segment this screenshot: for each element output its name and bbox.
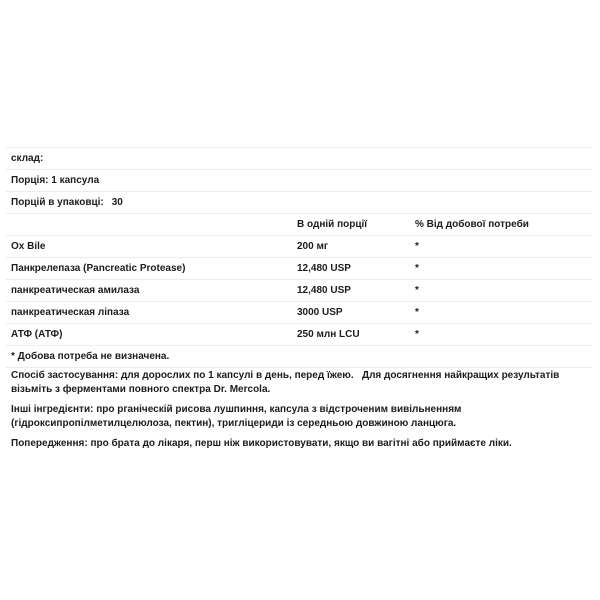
ingredient-daily-value: * bbox=[415, 329, 419, 340]
ingredient-name: Панкрелепаза (Pancreatic Protease) bbox=[11, 263, 186, 274]
table-row bbox=[6, 324, 592, 346]
ingredient-daily-value: * bbox=[415, 241, 419, 252]
ingredient-name: АТФ (АТФ) bbox=[11, 329, 63, 340]
serving-size: Порція: 1 капсула bbox=[11, 175, 100, 186]
ingredient-amount: 12,480 USP bbox=[297, 285, 351, 296]
ingredient-name: панкреатическая амилаза bbox=[11, 285, 140, 296]
composition-label: склад: bbox=[11, 153, 44, 164]
ingredient-amount: 200 мг bbox=[297, 241, 329, 252]
table-row bbox=[6, 236, 592, 258]
header-amount: В одній порції bbox=[297, 219, 368, 230]
supplement-facts-table bbox=[6, 147, 592, 368]
servings-per-container-value: 30 bbox=[111, 197, 123, 208]
ingredient-name: панкреатическая ліпаза bbox=[11, 307, 130, 318]
ingredient-name: Ox Bile bbox=[11, 241, 46, 252]
warning-text: Попередження: про брата до лікаря, перш ніж використовувати, якщо ви вагітні або приймаєте ліки. bbox=[11, 438, 512, 449]
ingredient-amount: 250 млн LCU bbox=[297, 329, 360, 340]
servings-per-container-row bbox=[6, 192, 592, 214]
usage-instructions: Спосіб застосування: для дорослих по 1 капсулі в день, перед їжею. Для досягнення найкращих результатів візьміть з ферментами повного спектра Dr. Mercola. bbox=[11, 370, 563, 395]
composition-row bbox=[6, 148, 592, 170]
ingredient-daily-value: * bbox=[415, 263, 419, 274]
table-header-row bbox=[6, 214, 592, 236]
serving-size-row bbox=[6, 170, 592, 192]
table-row bbox=[6, 302, 592, 324]
ingredient-daily-value: * bbox=[415, 285, 419, 296]
other-ingredients: Інші інгредієнти: про рганіческій рисова лушпиння, капсула з відстроченим вивільненням (гідроксипропілметилцелюлоза, пектин), тригліцериди із середньою довжиною ланцюга. bbox=[11, 404, 465, 429]
header-daily-value: % Від добової потреби bbox=[415, 219, 529, 230]
footnote-row bbox=[6, 346, 592, 368]
servings-per-container-label: Порцій в упаковці: bbox=[11, 197, 104, 208]
ingredient-amount: 3000 USP bbox=[297, 307, 343, 318]
table-row bbox=[6, 258, 592, 280]
ingredient-daily-value: * bbox=[415, 307, 419, 318]
ingredient-amount: 12,480 USP bbox=[297, 263, 351, 274]
daily-value-footnote: * Добова потреба не визначена. bbox=[11, 351, 170, 362]
product-notes bbox=[11, 369, 591, 457]
table-row bbox=[6, 280, 592, 302]
